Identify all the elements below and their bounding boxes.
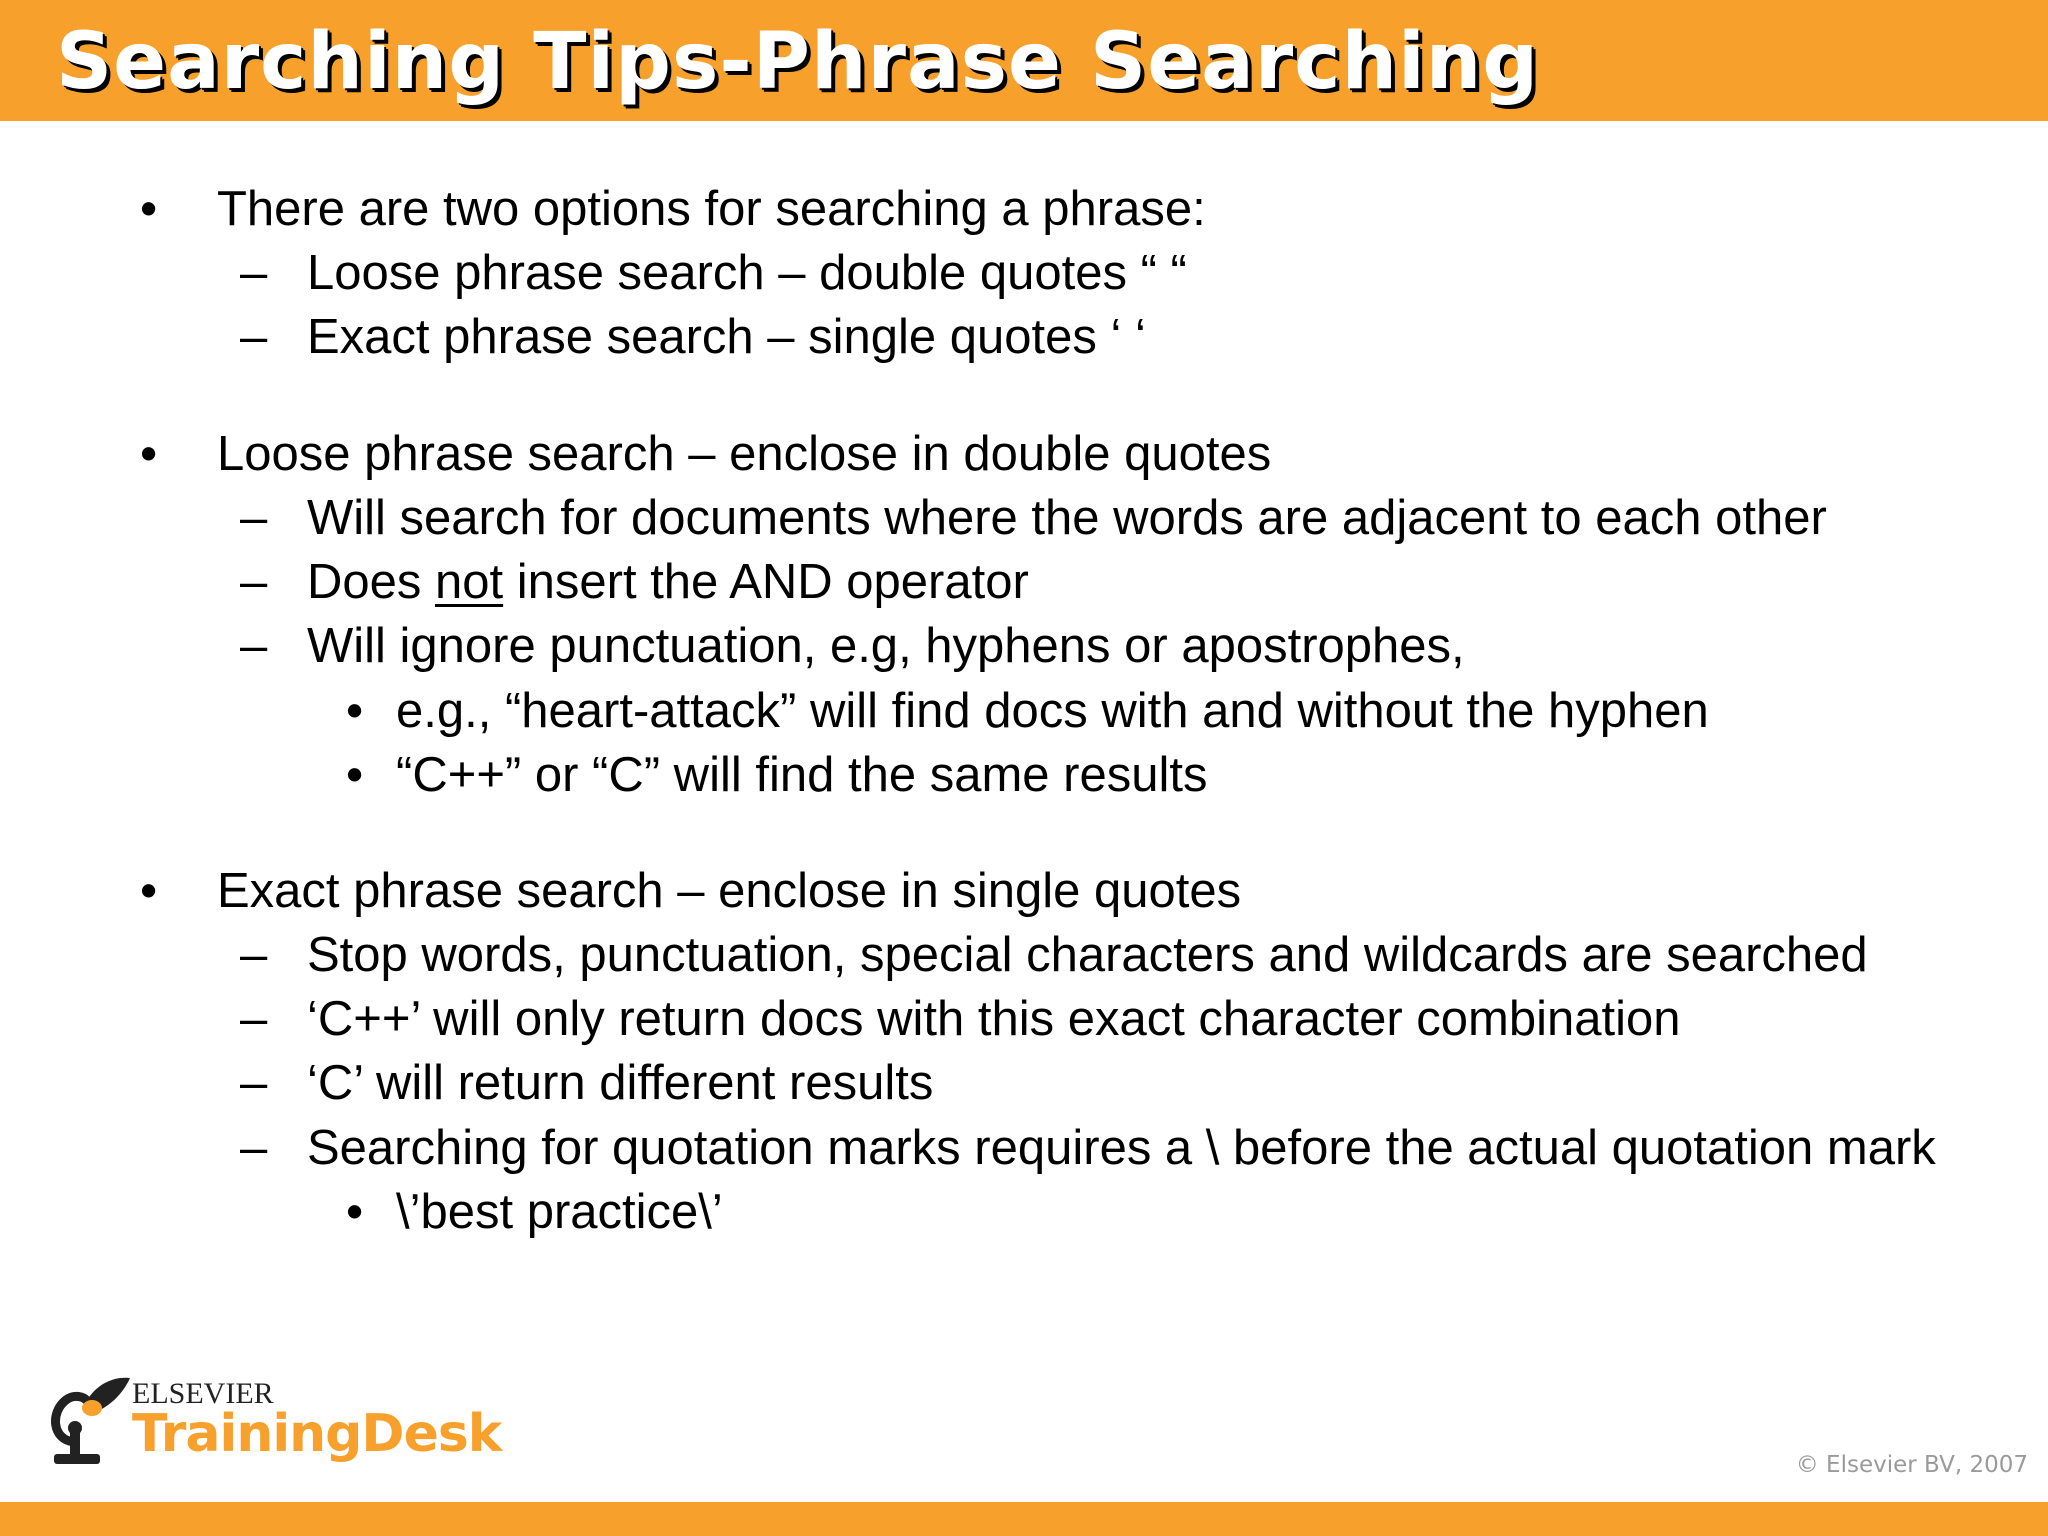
subbullet-ignore-punctuation: Will ignore punctuation, e.g, hyphens or apostrophes,: [307, 619, 1465, 673]
elsevier-tree-icon: [44, 1362, 134, 1472]
bullet-marker: •: [140, 182, 158, 236]
bullet-marker: •: [140, 427, 158, 481]
example-best-practice: \’best practice\’: [396, 1185, 723, 1239]
dash-marker: –: [240, 1056, 268, 1110]
bullet-options-intro: There are two options for searching a phrase:: [217, 182, 1206, 236]
subbullet-c-different: ‘C’ will return different results: [307, 1056, 934, 1110]
subbullet-exact-single: Exact phrase search – single quotes ‘ ‘: [307, 310, 1146, 364]
dash-marker: –: [240, 928, 268, 982]
copyright-notice: © Elsevier BV, 2007: [1795, 1452, 2028, 1478]
bullet-marker: •: [346, 1185, 364, 1239]
elsevier-trainingdesk-logo: [44, 1362, 544, 1472]
dash-marker: –: [240, 491, 268, 545]
bullet-exact-heading: Exact phrase search – enclose in single quotes: [217, 864, 1242, 918]
subbullet-loose-double: Loose phrase search – double quotes “ “: [307, 246, 1187, 300]
subbullet-stop-words: Stop words, punctuation, special characters and wildcards are searched: [307, 928, 1868, 982]
bullet-marker: •: [346, 684, 364, 738]
slide-title: Searching Tips-Phrase Searching: [56, 17, 1540, 107]
dash-marker: –: [240, 992, 268, 1046]
example-heart-attack: e.g., “heart-attack” will find docs with and without the hyphen: [396, 684, 1709, 738]
logo-product-name: TrainingDesk: [132, 1404, 502, 1464]
bullet-marker: •: [140, 864, 158, 918]
dash-marker: –: [240, 246, 268, 300]
dash-marker: –: [240, 555, 268, 609]
bottom-bar: [0, 1502, 2048, 1536]
underlined-word: not: [435, 555, 504, 609]
logo-publisher-name: ELSEVIER: [132, 1377, 274, 1410]
text-segment: insert the AND operator: [503, 555, 1029, 609]
bullet-loose-heading: Loose phrase search – enclose in double quotes: [217, 427, 1272, 481]
dash-marker: –: [240, 310, 268, 364]
text-segment: Does: [307, 555, 436, 609]
bullet-marker: •: [346, 748, 364, 802]
example-cpp: “C++” or “C” will find the same results: [396, 748, 1208, 802]
dash-marker: –: [240, 619, 268, 673]
dash-marker: –: [240, 1121, 268, 1175]
subbullet-cpp-exact: ‘C++’ will only return docs with this exact character combination: [307, 992, 1681, 1046]
subbullet-no-and-operator: [307, 552, 1029, 612]
subbullet-quotation-marks: Searching for quotation marks requires a \ before the actual quotation mark: [307, 1121, 1936, 1175]
subbullet-adjacent-words: Will search for documents where the words are adjacent to each other: [307, 491, 1827, 545]
